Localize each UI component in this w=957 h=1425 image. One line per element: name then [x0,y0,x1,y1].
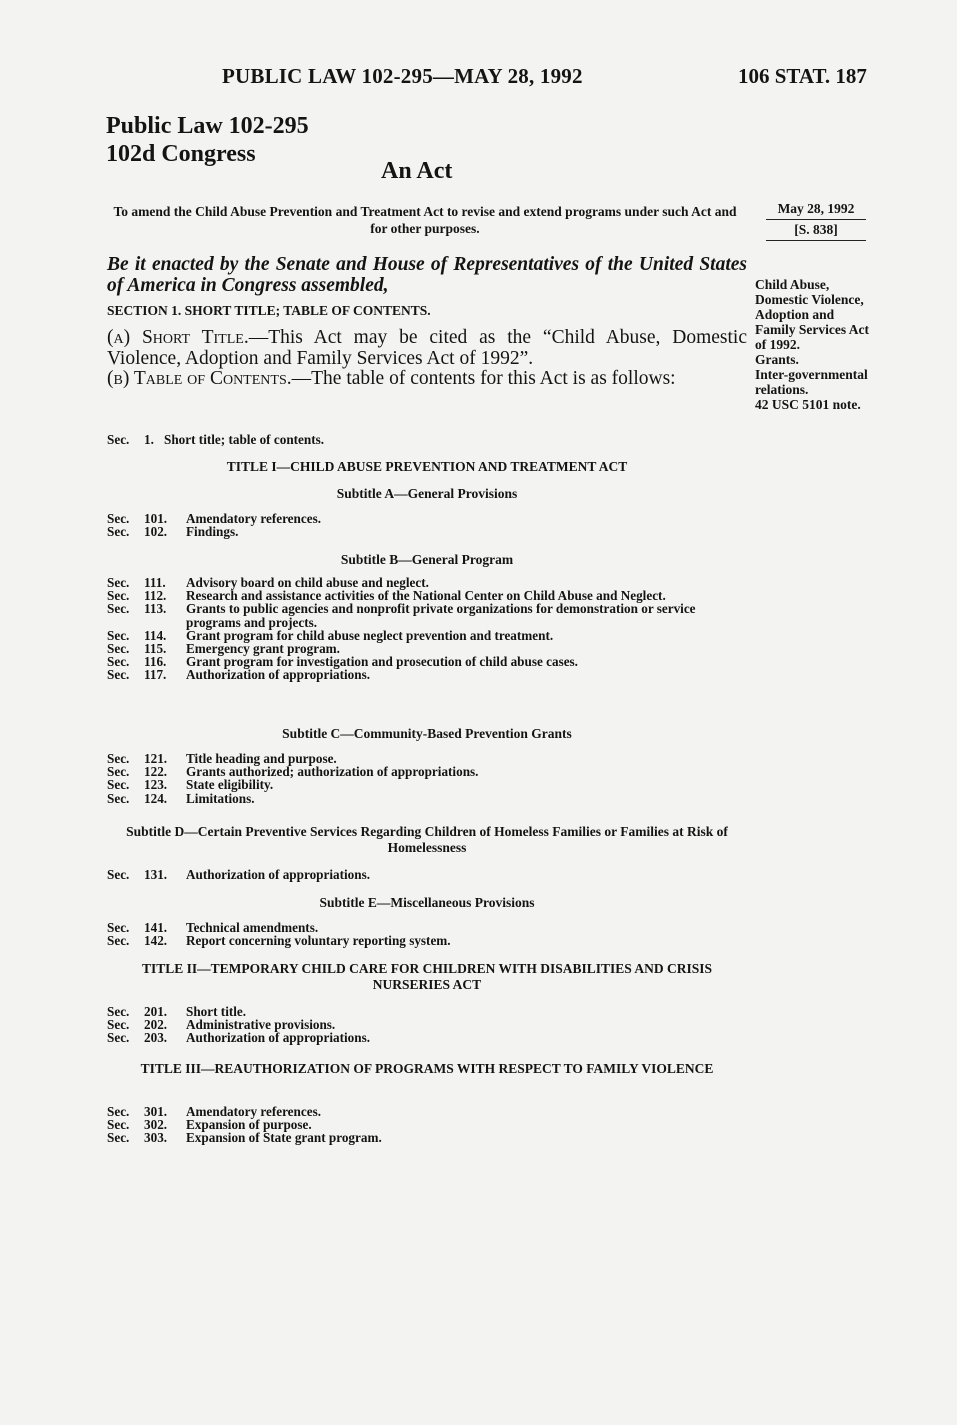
subtitle-e-heading: Subtitle E—Miscellaneous Provisions [319,895,535,910]
enactment-date: May 28, 1992 [766,201,866,220]
section-heading: SECTION 1. SHORT TITLE; TABLE OF CONTENTS. [107,303,431,318]
title-ii-list [107,1005,747,1045]
sec-number: 117. [144,667,167,683]
sec-text: Grant program for investigation and prosecution of child abuse cases. [186,654,578,670]
sec-label: Sec. [107,627,130,643]
sec-text: Findings. [186,524,239,540]
sec-label: Sec. [107,777,130,793]
sec-number: 142. [144,933,168,949]
sec-label: Sec. [107,641,130,657]
sec-label: Sec. [107,920,130,935]
sec-label: Sec. [107,764,130,780]
sec-number: 131. [144,867,168,882]
sec-label: Sec. [107,654,130,670]
law-title-block [106,112,309,168]
subtitle-b-list [107,576,747,682]
date-block [766,201,866,241]
sec-number: 101. [144,511,168,526]
toc-label: (b) Table of Contents. [107,368,292,389]
margin-note: Inter-governmental relations. [755,367,868,397]
short-title-paragraph [107,327,747,369]
sec-text: Short title; table of contents. [164,432,325,447]
sec-number: 302. [144,1117,168,1133]
subtitle-d-list [107,868,747,881]
sec-label: Sec. [107,524,130,540]
sec-text: Grants authorized; authorization of appropriations. [186,764,479,780]
sec-label: Sec. [107,1117,130,1133]
title-ii-heading: TITLE II—TEMPORARY CHILD CARE FOR CHILDREN WITH DISABILITIES AND CRISIS NURSERIES ACT [141,961,713,992]
sec-number: 102. [144,524,168,540]
margin-note: Child Abuse, Domestic Violence, Adoption and Family Services Act of 1992. [755,277,869,352]
margin-note: 42 USC 5101 note. [755,397,861,412]
sec-number: 112. [144,588,167,604]
public-law-number: Public Law 102-295 [106,113,309,139]
sec-number: 114. [144,627,167,643]
sec-text: Short title. [186,1004,247,1019]
sec-label: Sec. [107,667,130,683]
sec-number: 123. [144,777,168,793]
sec-text: Expansion of State grant program. [186,1130,382,1146]
sec-number: 202. [144,1017,168,1033]
sec-text: Title heading and purpose. [186,751,337,766]
sec-label: Sec. [107,1030,130,1046]
congress-label: 102d Congress [106,141,256,167]
sec-number: 303. [144,1130,168,1146]
sec-label: Sec. [107,933,130,949]
sec-label: Sec. [107,432,130,447]
sec-label: Sec. [107,588,130,604]
sec-label: Sec. [107,1004,130,1019]
sec-number: 201. [144,1004,168,1019]
act-heading: An Act [381,158,453,184]
subtitle-d-heading: Subtitle D—Certain Preventive Services Regarding Children of Homeless Families or Families at Risk of Homelessness [126,824,728,855]
toc-intro-text: —The table of contents for this Act is as follows: [291,368,676,389]
subtitle-c-heading: Subtitle C—Community-Based Prevention Grants [282,726,572,741]
sec-text: Grants to public agencies and nonprofit private organizations for demonstration or service programs and projects. [186,601,696,630]
sec-text: Amendatory references. [186,1104,322,1119]
sec-text: Emergency grant program. [186,641,340,657]
sec-number: 116. [144,654,167,670]
sec-number: 141. [144,920,168,935]
running-head: PUBLIC LAW 102-295—MAY 28, 1992 [222,64,583,88]
sec-text: Authorization of appropriations. [186,667,371,683]
sec-text: Limitations. [186,790,255,806]
margin-note: Grants. [755,352,799,367]
act-purpose: To amend the Child Abuse Prevention and Treatment Act to revise and extend programs under such Act and for other purposes. [113,204,737,236]
subtitle-a-list [107,512,747,538]
title-iii-heading: TITLE III—REAUTHORIZATION OF PROGRAMS WITH RESPECT TO FAMILY VIOLENCE [140,1061,714,1076]
subtitle-e-list [107,921,747,947]
sec-label: Sec. [107,790,130,806]
sec-text: Report concerning voluntary reporting system. [186,933,451,949]
title-i-heading: TITLE I—CHILD ABUSE PREVENTION AND TREATMENT ACT [226,459,628,474]
toc-intro-paragraph [107,368,747,389]
sec-label: Sec. [107,1017,130,1033]
sec-number: 121. [144,751,168,766]
title-iii-list [107,1105,747,1145]
sec-number: 111. [144,575,166,590]
subtitle-c-list [107,752,747,805]
sec-text: Amendatory references. [186,511,322,526]
sec-number: 113. [144,601,167,617]
sec-text: State eligibility. [186,777,274,793]
toc-entry [107,433,747,446]
sec-label: Sec. [107,751,130,766]
sec-number: 122. [144,764,168,780]
sec-label: Sec. [107,1104,130,1119]
subtitle-a-heading: Subtitle A—General Provisions [336,486,518,501]
margin-notes [755,277,875,412]
sec-number: 1. [144,432,154,447]
sec-label: Sec. [107,867,130,882]
sec-text: Technical amendments. [186,920,319,935]
sec-text: Authorization of appropriations. [186,1030,371,1046]
subtitle-b-heading: Subtitle B—General Program [340,552,514,567]
sec-label: Sec. [107,511,130,526]
enacting-clause: Be it enacted by the Senate and House of Representatives of the United States of America in Congress assembled, [107,254,747,296]
sec-number: 301. [144,1104,168,1119]
sec-label: Sec. [107,575,130,590]
short-title-label: (a) Short Title. [107,327,249,348]
sec-text: Advisory board on child abuse and neglect. [186,575,429,590]
sec-number: 124. [144,790,168,806]
sec-label: Sec. [107,1130,130,1146]
sec-text: Authorization of appropriations. [186,867,371,882]
sec-label: Sec. [107,601,130,617]
bill-number: [S. 838] [766,220,866,241]
sec-text: Research and assistance activities of the National Center on Child Abuse and Neglect. [186,588,666,604]
sec-text: Expansion of purpose. [186,1117,312,1133]
sec-number: 203. [144,1030,168,1046]
sec-text: Grant program for child abuse neglect prevention and treatment. [186,627,554,643]
short-title-text: —This Act may be cited as the “Child Abuse, Domestic Violence, Adoption and Family Services Act of 1992”. [107,327,748,369]
sec-text: Administrative provisions. [186,1017,336,1033]
stat-page-number: 106 STAT. 187 [738,64,867,88]
sec-number: 115. [144,641,167,657]
